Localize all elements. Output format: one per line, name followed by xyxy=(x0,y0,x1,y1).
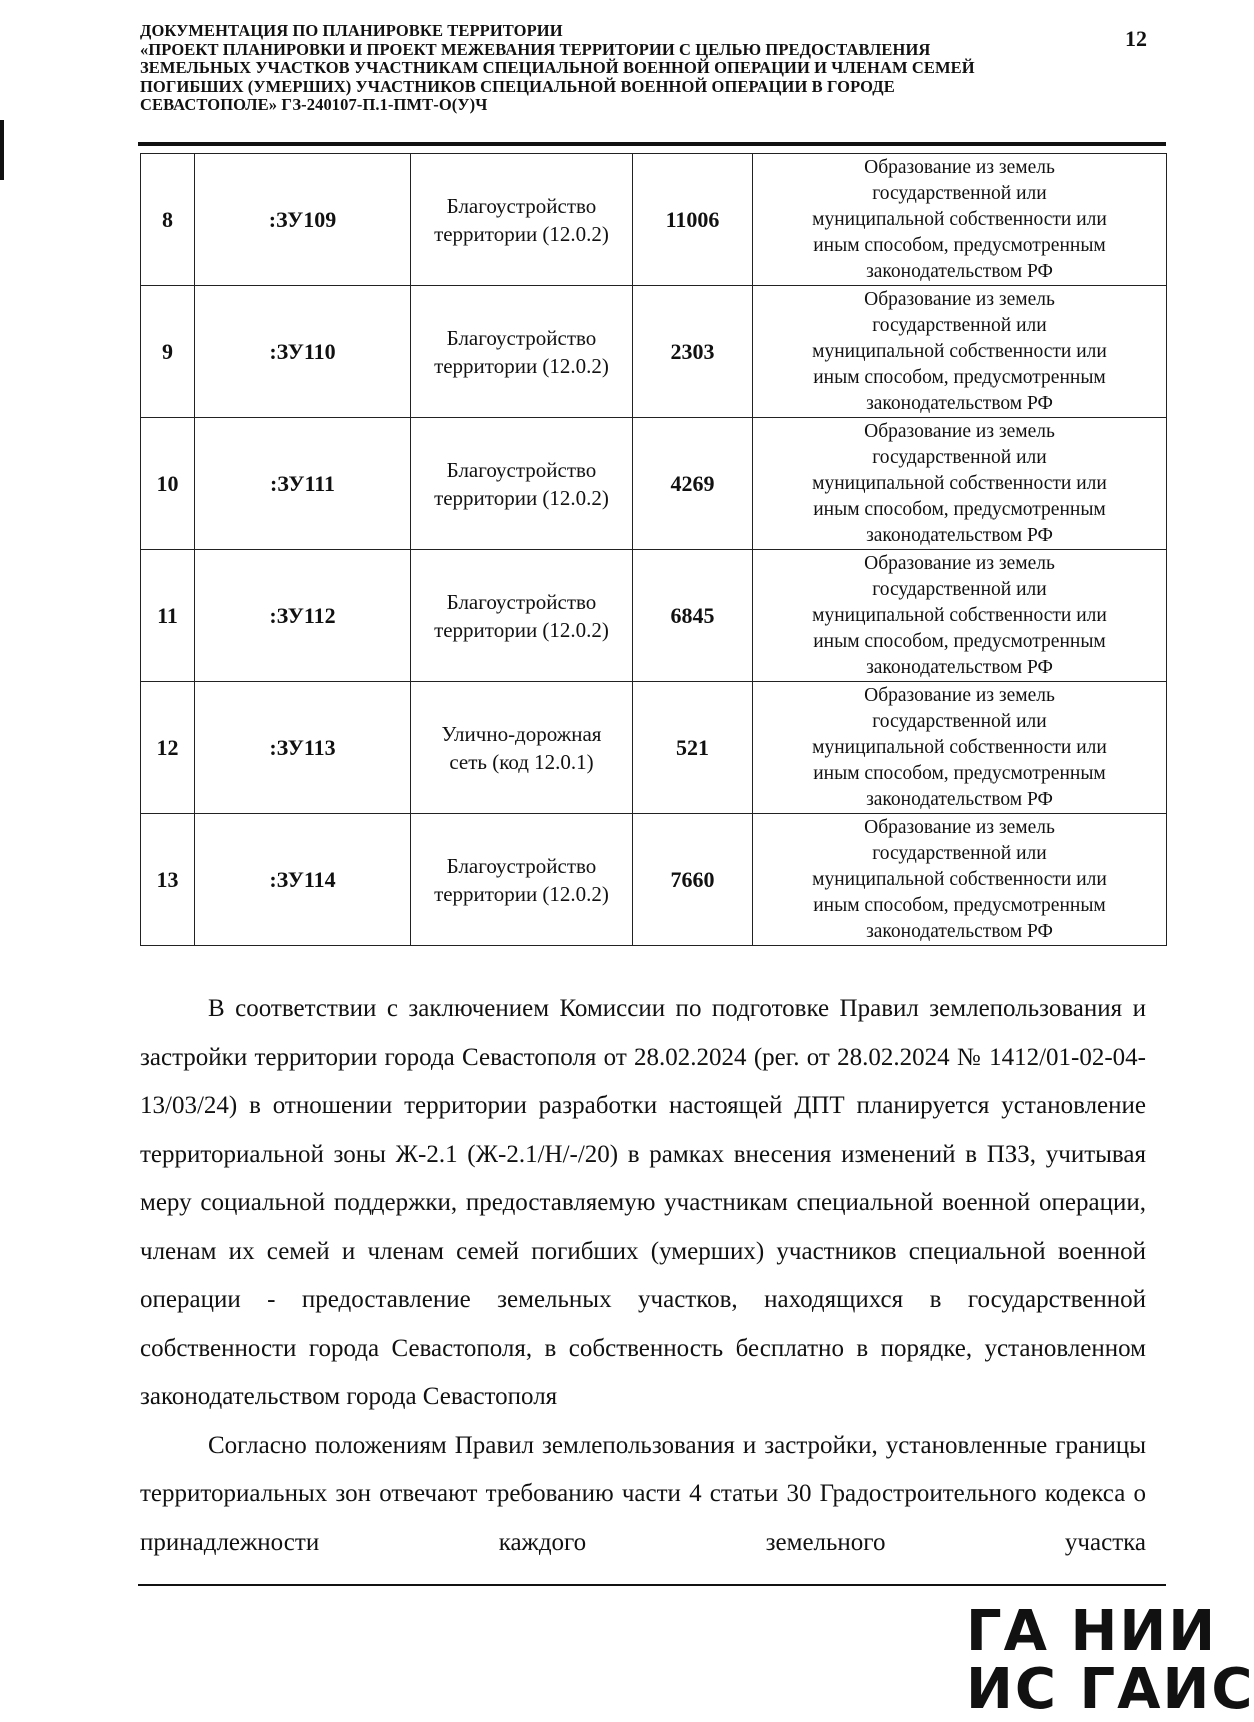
scan-edge-mark xyxy=(0,120,4,180)
table-row xyxy=(141,682,1167,814)
formation-method-line: иным способом, предусмотренным xyxy=(813,234,1106,256)
plot-area: 521 xyxy=(633,682,753,814)
formation-method-line: государственной или xyxy=(872,182,1047,204)
plot-id: :ЗУ110 xyxy=(195,286,411,418)
formation-method-line: законодательством РФ xyxy=(866,524,1053,546)
formation-method-line: муниципальной собственности или xyxy=(812,472,1107,494)
table-row xyxy=(141,154,1167,286)
permitted-use xyxy=(411,418,633,550)
table-row xyxy=(141,286,1167,418)
formation-method-line: государственной или xyxy=(872,710,1047,732)
permitted-use-line: Благоустройство xyxy=(446,589,597,614)
permitted-use-line: Улично-дорожная xyxy=(441,721,602,746)
permitted-use-line: территории (12.0.2) xyxy=(434,617,609,642)
permitted-use-line: Благоустройство xyxy=(446,325,597,350)
plot-id: :ЗУ114 xyxy=(195,814,411,946)
formation-method-line: муниципальной собственности или xyxy=(812,736,1107,758)
formation-method-line: Образование из земель xyxy=(864,420,1055,442)
formation-method-line: государственной или xyxy=(872,578,1047,600)
land-plots-table xyxy=(140,153,1167,946)
formation-method xyxy=(753,550,1167,682)
permitted-use-line: Благоустройство xyxy=(446,193,597,218)
plot-id: :ЗУ112 xyxy=(195,550,411,682)
permitted-use-line: территории (12.0.2) xyxy=(434,485,609,510)
permitted-use xyxy=(411,154,633,286)
formation-method-line: иным способом, предусмотренным xyxy=(813,762,1106,784)
permitted-use-line: сеть (код 12.0.1) xyxy=(449,749,594,774)
formation-method xyxy=(753,814,1167,946)
permitted-use-line: территории (12.0.2) xyxy=(434,353,609,378)
paragraph: В соответствии с заключением Комиссии по подготовке Правил землепользования и застройки территории города Севастополя от 28.02.2024 (рег. от 28.02.2024 № 1412/01-02-04-13/03/24) в отношении территории разработки настоящей ДПТ планируется установление территориальной зоны Ж-2.1 (Ж-2.1/Н/-/20) в рамках внесения изменений в ПЗЗ, учитывая меру социальной поддержки, предоставляемую участникам специальной военной операции, членам их семей и членам семей погибших (умерших) участников специальной военной операции - предоставление земельных участков, находящихся в государственной собственности города Севастополя, в собственность бесплатно в порядке, установленном законодательством города Севастополя xyxy=(140,995,1146,1410)
header-line: ПОГИБШИХ (УМЕРШИХ) УЧАСТНИКОВ СПЕЦИАЛЬНОЙ ВОЕННОЙ ОПЕРАЦИИ В ГОРОДЕ xyxy=(140,76,895,96)
table-row xyxy=(141,814,1167,946)
permitted-use xyxy=(411,286,633,418)
permitted-use-line: территории (12.0.2) xyxy=(434,221,609,246)
row-number: 11 xyxy=(141,550,195,682)
permitted-use xyxy=(411,550,633,682)
formation-method-line: Образование из земель xyxy=(864,816,1055,838)
formation-method-line: муниципальной собственности или xyxy=(812,340,1107,362)
permitted-use xyxy=(411,682,633,814)
body-text xyxy=(140,985,1146,1567)
formation-method-line: законодательством РФ xyxy=(866,260,1053,282)
plot-area: 4269 xyxy=(633,418,753,550)
formation-method-line: законодательством РФ xyxy=(866,788,1053,810)
formation-method-line: Образование из земель xyxy=(864,684,1055,706)
header-line: «ПРОЕКТ ПЛАНИРОВКИ И ПРОЕКТ МЕЖЕВАНИЯ ТЕРРИТОРИИ С ЦЕЛЬЮ ПРЕДОСТАВЛЕНИЯ xyxy=(140,39,931,59)
permitted-use-line: территории (12.0.2) xyxy=(434,881,609,906)
formation-method-line: иным способом, предусмотренным xyxy=(813,366,1106,388)
permitted-use xyxy=(411,814,633,946)
formation-method xyxy=(753,418,1167,550)
logo-text-line: ГА НИИ xyxy=(966,1599,1218,1664)
header-divider xyxy=(138,142,1166,146)
paragraph: Согласно положениям Правил землепользования и застройки, установленные границы территориальных зон отвечают требованию части 4 статьи 30 Градостроительного кодекса о принадлежности каждого земельного участка xyxy=(140,1431,1146,1556)
institute-logo xyxy=(960,1599,1254,1722)
formation-method-line: законодательством РФ xyxy=(866,656,1053,678)
formation-method-line: муниципальной собственности или xyxy=(812,208,1107,230)
row-number: 9 xyxy=(141,286,195,418)
row-number: 12 xyxy=(141,682,195,814)
header-line: ДОКУМЕНТАЦИЯ ПО ПЛАНИРОВКЕ ТЕРРИТОРИИ xyxy=(140,21,563,40)
row-number: 10 xyxy=(141,418,195,550)
formation-method-line: государственной или xyxy=(872,314,1047,336)
formation-method-line: законодательством РФ xyxy=(866,920,1053,942)
formation-method xyxy=(753,682,1167,814)
formation-method-line: иным способом, предусмотренным xyxy=(813,498,1106,520)
plot-area: 6845 xyxy=(633,550,753,682)
formation-method-line: муниципальной собственности или xyxy=(812,604,1107,626)
plot-area: 7660 xyxy=(633,814,753,946)
page-number: 12 xyxy=(1125,26,1147,51)
document-header xyxy=(140,22,1100,115)
formation-method xyxy=(753,286,1167,418)
plot-area: 2303 xyxy=(633,286,753,418)
table-row xyxy=(141,418,1167,550)
header-line: ЗЕМЕЛЬНЫХ УЧАСТКОВ УЧАСТНИКАМ СПЕЦИАЛЬНОЙ ВОЕННОЙ ОПЕРАЦИИ И ЧЛЕНАМ СЕМЕЙ xyxy=(140,58,975,78)
formation-method-line: Образование из земель xyxy=(864,552,1055,574)
row-number: 13 xyxy=(141,814,195,946)
formation-method-line: Образование из земель xyxy=(864,288,1055,310)
permitted-use-line: Благоустройство xyxy=(446,457,597,482)
row-number: 8 xyxy=(141,154,195,286)
footer-divider xyxy=(138,1584,1166,1586)
plot-id: :ЗУ111 xyxy=(195,418,411,550)
formation-method-line: муниципальной собственности или xyxy=(812,868,1107,890)
table-row xyxy=(141,550,1167,682)
formation-method-line: законодательством РФ xyxy=(866,392,1053,414)
permitted-use-line: Благоустройство xyxy=(446,853,597,878)
formation-method xyxy=(753,154,1167,286)
plot-area: 11006 xyxy=(633,154,753,286)
formation-method-line: государственной или xyxy=(872,446,1047,468)
plot-id: :ЗУ113 xyxy=(195,682,411,814)
header-line: СЕВАСТОПОЛЕ» ГЗ-240107-П.1-ПМТ-О(У)Ч xyxy=(140,95,488,115)
plot-id: :ЗУ109 xyxy=(195,154,411,286)
logo-text-line: ИС ГАИС xyxy=(966,1657,1254,1722)
formation-method-line: Образование из земель xyxy=(864,156,1055,178)
formation-method-line: государственной или xyxy=(872,842,1047,864)
formation-method-line: иным способом, предусмотренным xyxy=(813,894,1106,916)
formation-method-line: иным способом, предусмотренным xyxy=(813,630,1106,652)
